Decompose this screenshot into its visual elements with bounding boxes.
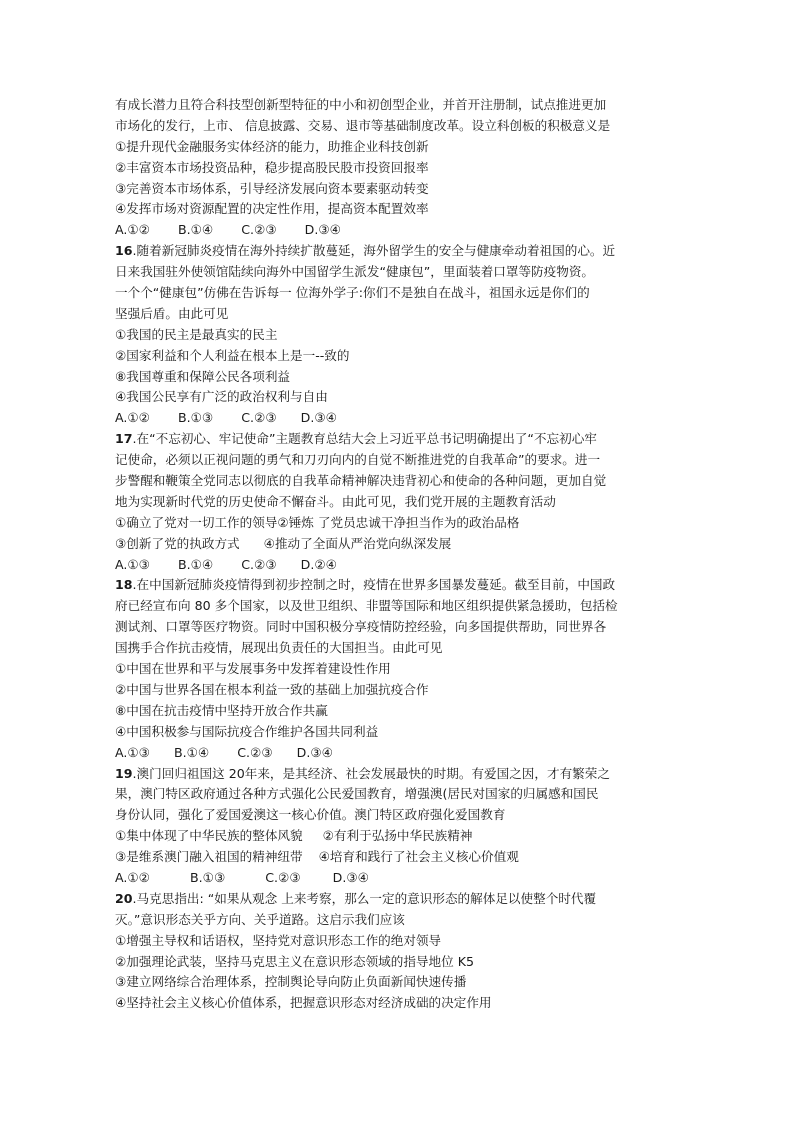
question-number: 18 xyxy=(115,577,133,593)
question-stem-line: 步警醒和鞭策全党同志以彻底的自我革命精神解决违背初心和使命的各种问题，更加自觉 xyxy=(115,473,607,489)
question-stem-line: 果，澳门特区政府通过各种方式强化公民爱国教育，增强澳(居民对国家的归属感和国民 xyxy=(115,786,599,802)
choice-1: ①中国在世界和平与发展事务中发挥着建设性作用 xyxy=(115,661,391,677)
choice-4: ④坚持社会主义核心价值体系，把握意识形态对经济成础的决定作用 xyxy=(115,995,492,1011)
question-stem-line: .随着新冠肺炎疫情在海外持续扩散蔓延，海外留学生的安全与健康牵动着祖国的心。近 xyxy=(132,243,616,259)
answer-options: A.①② B.①③ C.②③ D.③④ xyxy=(115,869,369,885)
choice-4: ④我国公民享有广泛的政治权利与自由 xyxy=(115,389,328,405)
question-number: 17 xyxy=(115,431,133,447)
choice-2: ②国家利益和个人利益在根本上是一--致的 xyxy=(115,347,350,363)
question-16 xyxy=(115,241,675,429)
answer-options: A.①② B.①④ C.②③ D.③④ xyxy=(115,222,341,238)
choice-1: ①我国的民主是最真实的民主 xyxy=(115,326,278,342)
choice-3: ③完善资本市场体系，引导经济发展向资本要素驱动转变 xyxy=(115,180,429,196)
question-stem-line: 国携手合作抗击疫情，展现出负责任的大国担当。由此可见 xyxy=(115,640,443,656)
choice-3: ⑧中国在抗击疫情中坚持开放合作共赢 xyxy=(115,702,328,718)
choice-3: ③建立网络综合治理体系，控制舆论导向防止负面新闻快速传播 xyxy=(115,974,467,990)
question-stem-line: .澳门回归祖国这 20年来，是其经济、社会发展最快的时期。有爱国之因，才有繁荣之 xyxy=(132,765,610,781)
choice-2: ②中国与世界各国在根本利益一致的基础上加强抗疫合作 xyxy=(115,681,429,697)
question-number: 19 xyxy=(115,765,133,781)
choice-1: ①增强主导权和话语权，坚持党对意识形态工作的绝对领导 xyxy=(115,932,442,948)
question-stem-line: 有成长潜力且符合科技型创新型特征的中小和初创型企业，并首开注册制，试点推进更加 xyxy=(115,97,607,112)
answer-options: A.①③ B.①④ C.②③ D.③④ xyxy=(115,744,333,760)
question-stem-line: 身份认同，强化了爱国爱澳这一核心价值。澳门特区政府强化爱国教育 xyxy=(115,807,506,823)
choice-2: ②丰富资本市场投资品种，稳步提高股民股市投资回报率 xyxy=(115,159,429,175)
question-number: 16 xyxy=(115,243,133,259)
question-17 xyxy=(115,429,675,575)
choice-3: ⑧我国尊重和保障公民各项利益 xyxy=(115,368,291,384)
choice-row: ①集中体现了中华民族的整体风貌 ②有利于弘扬中华民族精神 xyxy=(115,828,473,844)
choice-4: ④中国积极参与国际抗疫合作维护各国共同利益 xyxy=(115,723,379,739)
choice-row: ③创新了党的执政方式 ④推动了全面从严治党向纵深发展 xyxy=(115,535,452,551)
question-stem-line: 测试剂、口罩等医疗物资。同时中国积极分享疫情防控经验，向多国提供帮助，同世界各 xyxy=(115,619,607,635)
question-number: 20 xyxy=(115,890,133,906)
question-stem-line: 坚强后盾。由此可见 xyxy=(115,305,229,321)
question-stem-line: 地为实现新时代党的历史使命不懈奋斗。由此可见，我们党开展的主题教育活动 xyxy=(115,493,556,509)
choice-row: ①确立了党对一切工作的领导②锤炼 了党员忠诚干净担当作为的政治品格 xyxy=(115,514,520,530)
choice-1: ①提升现代金融服务实体经济的能力，助推企业科技创新 xyxy=(115,138,429,154)
answer-options: A.①② B.①③ C.②③ D.③④ xyxy=(115,410,337,426)
question-stem-line: .在“不忘初心、牢记使命”主题教育总结大会上习近平总书记明确提出了“不忘初心牢 xyxy=(132,431,597,447)
choice-2: ②加强理论武装，坚持马克思主义在意识形态领域的指导地位 K5 xyxy=(115,953,475,969)
question-stem-line: 记使命，必须以正视问题的勇气和刀刃向内的自觉不断推进党的自我革命”的要求。进一 xyxy=(115,452,601,468)
question-stem-line: 灭。”意识形态关乎方向、关乎道路。这启示我们应该 xyxy=(115,911,405,927)
choice-4: ④发挥市场对资源配置的决定性作用，提高资本配置效率 xyxy=(115,201,429,217)
question-stem-line: .马克思指出: “如果从观念 上来考察，那么一定的意识形态的解体足以使整个时代覆 xyxy=(132,890,597,906)
question-stem-line: .在中国新冠肺炎疫情得到初步控制之时，疫情在世界多国暴发蔓延。截至目前，中国政 xyxy=(132,577,616,593)
question-stem-line: 府已经宣布向 80 多个国家，以及世卫组织、非盟等国际和地区组织提供紧急援助，包括检 xyxy=(115,598,618,614)
question-stem-line: 市场化的发行，上市、 信息披露、交易、退市等基础制度改革。设立科创板的积极意义是 xyxy=(115,117,611,133)
answer-options: A.①③ B.①④ C.②③ D.②④ xyxy=(115,556,337,572)
question-19 xyxy=(115,764,675,889)
question-15-continuation xyxy=(115,95,675,241)
exam-page xyxy=(115,95,675,1014)
choice-row: ③是维系澳门融入祖国的精神纽带 ④培育和践行了社会主义核心价值观 xyxy=(115,849,519,865)
question-20 xyxy=(115,889,675,1014)
question-stem-line: 一个个“健康包”仿佛在告诉每一 位海外学子:你们不是独自在战斗，祖国永远是你们的 xyxy=(115,285,590,301)
question-stem-line: 日来我国驻外使领馆陆续向海外中国留学生派发“健康包”，里面装着口罩等防疫物资。 xyxy=(115,264,595,280)
question-18 xyxy=(115,575,675,763)
